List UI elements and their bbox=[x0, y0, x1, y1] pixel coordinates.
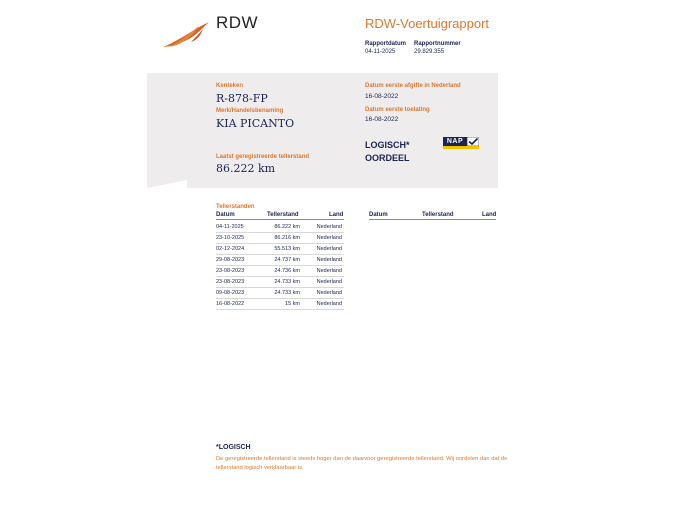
toelating-value: 16-08-2022 bbox=[365, 116, 399, 123]
toelating-label: Datum eerste toelating bbox=[365, 107, 430, 113]
brand-name: RDW bbox=[216, 13, 259, 32]
nap-badge bbox=[443, 137, 479, 150]
row-datum: 09-08-2023 bbox=[216, 290, 245, 296]
col-tellerstand: Tellerstand bbox=[267, 212, 299, 218]
row-km: 86.216 km bbox=[274, 235, 300, 241]
row-datum: 16-08-2022 bbox=[216, 301, 245, 307]
oordeel-line1: LOGISCH* bbox=[365, 140, 410, 150]
afgifte-label: Datum eerste afgifte in Nederland bbox=[365, 83, 461, 89]
row-datum: 23-08-2023 bbox=[216, 268, 245, 274]
table-row bbox=[216, 288, 344, 299]
row-km: 24.733 km bbox=[274, 279, 300, 285]
row-km: 24.737 km bbox=[274, 257, 300, 263]
row-land: Nederland bbox=[316, 279, 342, 285]
report-title: RDW-Voertuigrapport bbox=[365, 16, 490, 31]
merk-label: Merk/Handelsbenaming bbox=[216, 108, 284, 114]
row-land: Nederland bbox=[316, 268, 342, 274]
rapportdatum-value: 04-11-2025 bbox=[365, 49, 396, 55]
kenteken-label: Kenteken bbox=[216, 83, 244, 89]
nap-label: NAP bbox=[443, 137, 467, 146]
table-header-rule-right bbox=[369, 219, 496, 220]
row-land: Nederland bbox=[316, 301, 342, 307]
oordeel-line2: OORDEEL bbox=[365, 153, 410, 163]
row-km: 86.222 km bbox=[274, 224, 300, 230]
merk-value: KIA PICANTO bbox=[216, 117, 295, 130]
row-datum: 04-11-2025 bbox=[216, 224, 244, 230]
table-header-rule bbox=[216, 219, 344, 220]
afgifte-value: 16-08-2022 bbox=[365, 93, 399, 100]
table-row bbox=[216, 277, 344, 288]
col-tellerstand-right: Tellerstand bbox=[422, 212, 454, 218]
row-km: 15 km bbox=[285, 301, 300, 307]
laatst-value: 86.222 km bbox=[216, 162, 276, 175]
footnote-title: *LOGISCH bbox=[216, 444, 251, 451]
footnote-text: De geregistreerde tellerstand is steeds hoger dan de daarvoor geregistreerde tellerstand. Wij oordelen dan dat de tellerstand logisch verklaarbaar is. bbox=[216, 456, 508, 471]
row-datum: 23-08-2023 bbox=[216, 279, 245, 285]
row-land: Nederland bbox=[316, 246, 342, 252]
row-land: Nederland bbox=[316, 290, 342, 296]
col-datum-right: Datum bbox=[369, 212, 388, 218]
table-row bbox=[216, 299, 344, 310]
rapportnummer-value: 29.829.355 bbox=[414, 49, 445, 55]
table-row bbox=[216, 233, 344, 244]
col-land: Land bbox=[329, 212, 344, 218]
row-land: Nederland bbox=[316, 257, 342, 263]
row-land: Nederland bbox=[316, 235, 342, 241]
row-land: Nederland bbox=[316, 224, 342, 230]
table-row bbox=[216, 255, 344, 266]
laatst-label: Laatst geregistreerde tellerstand bbox=[216, 154, 310, 160]
table-row bbox=[216, 222, 344, 233]
table-row bbox=[216, 244, 344, 255]
row-km: 24.733 km bbox=[274, 290, 300, 296]
col-datum: Datum bbox=[216, 212, 235, 218]
row-datum: 29-08-2023 bbox=[216, 257, 245, 263]
check-icon bbox=[467, 137, 479, 146]
rapportnummer-label: Rapportnummer bbox=[414, 41, 461, 47]
kenteken-value: R-878-FP bbox=[216, 92, 268, 105]
col-land-right: Land bbox=[482, 212, 497, 218]
rapportdatum-label: Rapportdatum bbox=[365, 41, 406, 47]
tellerstanden-title: Tellerstanden bbox=[216, 204, 255, 210]
rdw-logo-icon bbox=[161, 20, 211, 50]
row-datum: 02-12-2024 bbox=[216, 246, 245, 252]
panel-notch bbox=[147, 180, 187, 188]
vehicle-panel bbox=[147, 73, 498, 188]
table-row bbox=[216, 266, 344, 277]
row-km: 55.513 km bbox=[274, 246, 300, 252]
row-km: 24.736 km bbox=[274, 268, 300, 274]
nap-yellow-bar bbox=[443, 146, 479, 149]
row-datum: 23-10-2025 bbox=[216, 235, 245, 241]
